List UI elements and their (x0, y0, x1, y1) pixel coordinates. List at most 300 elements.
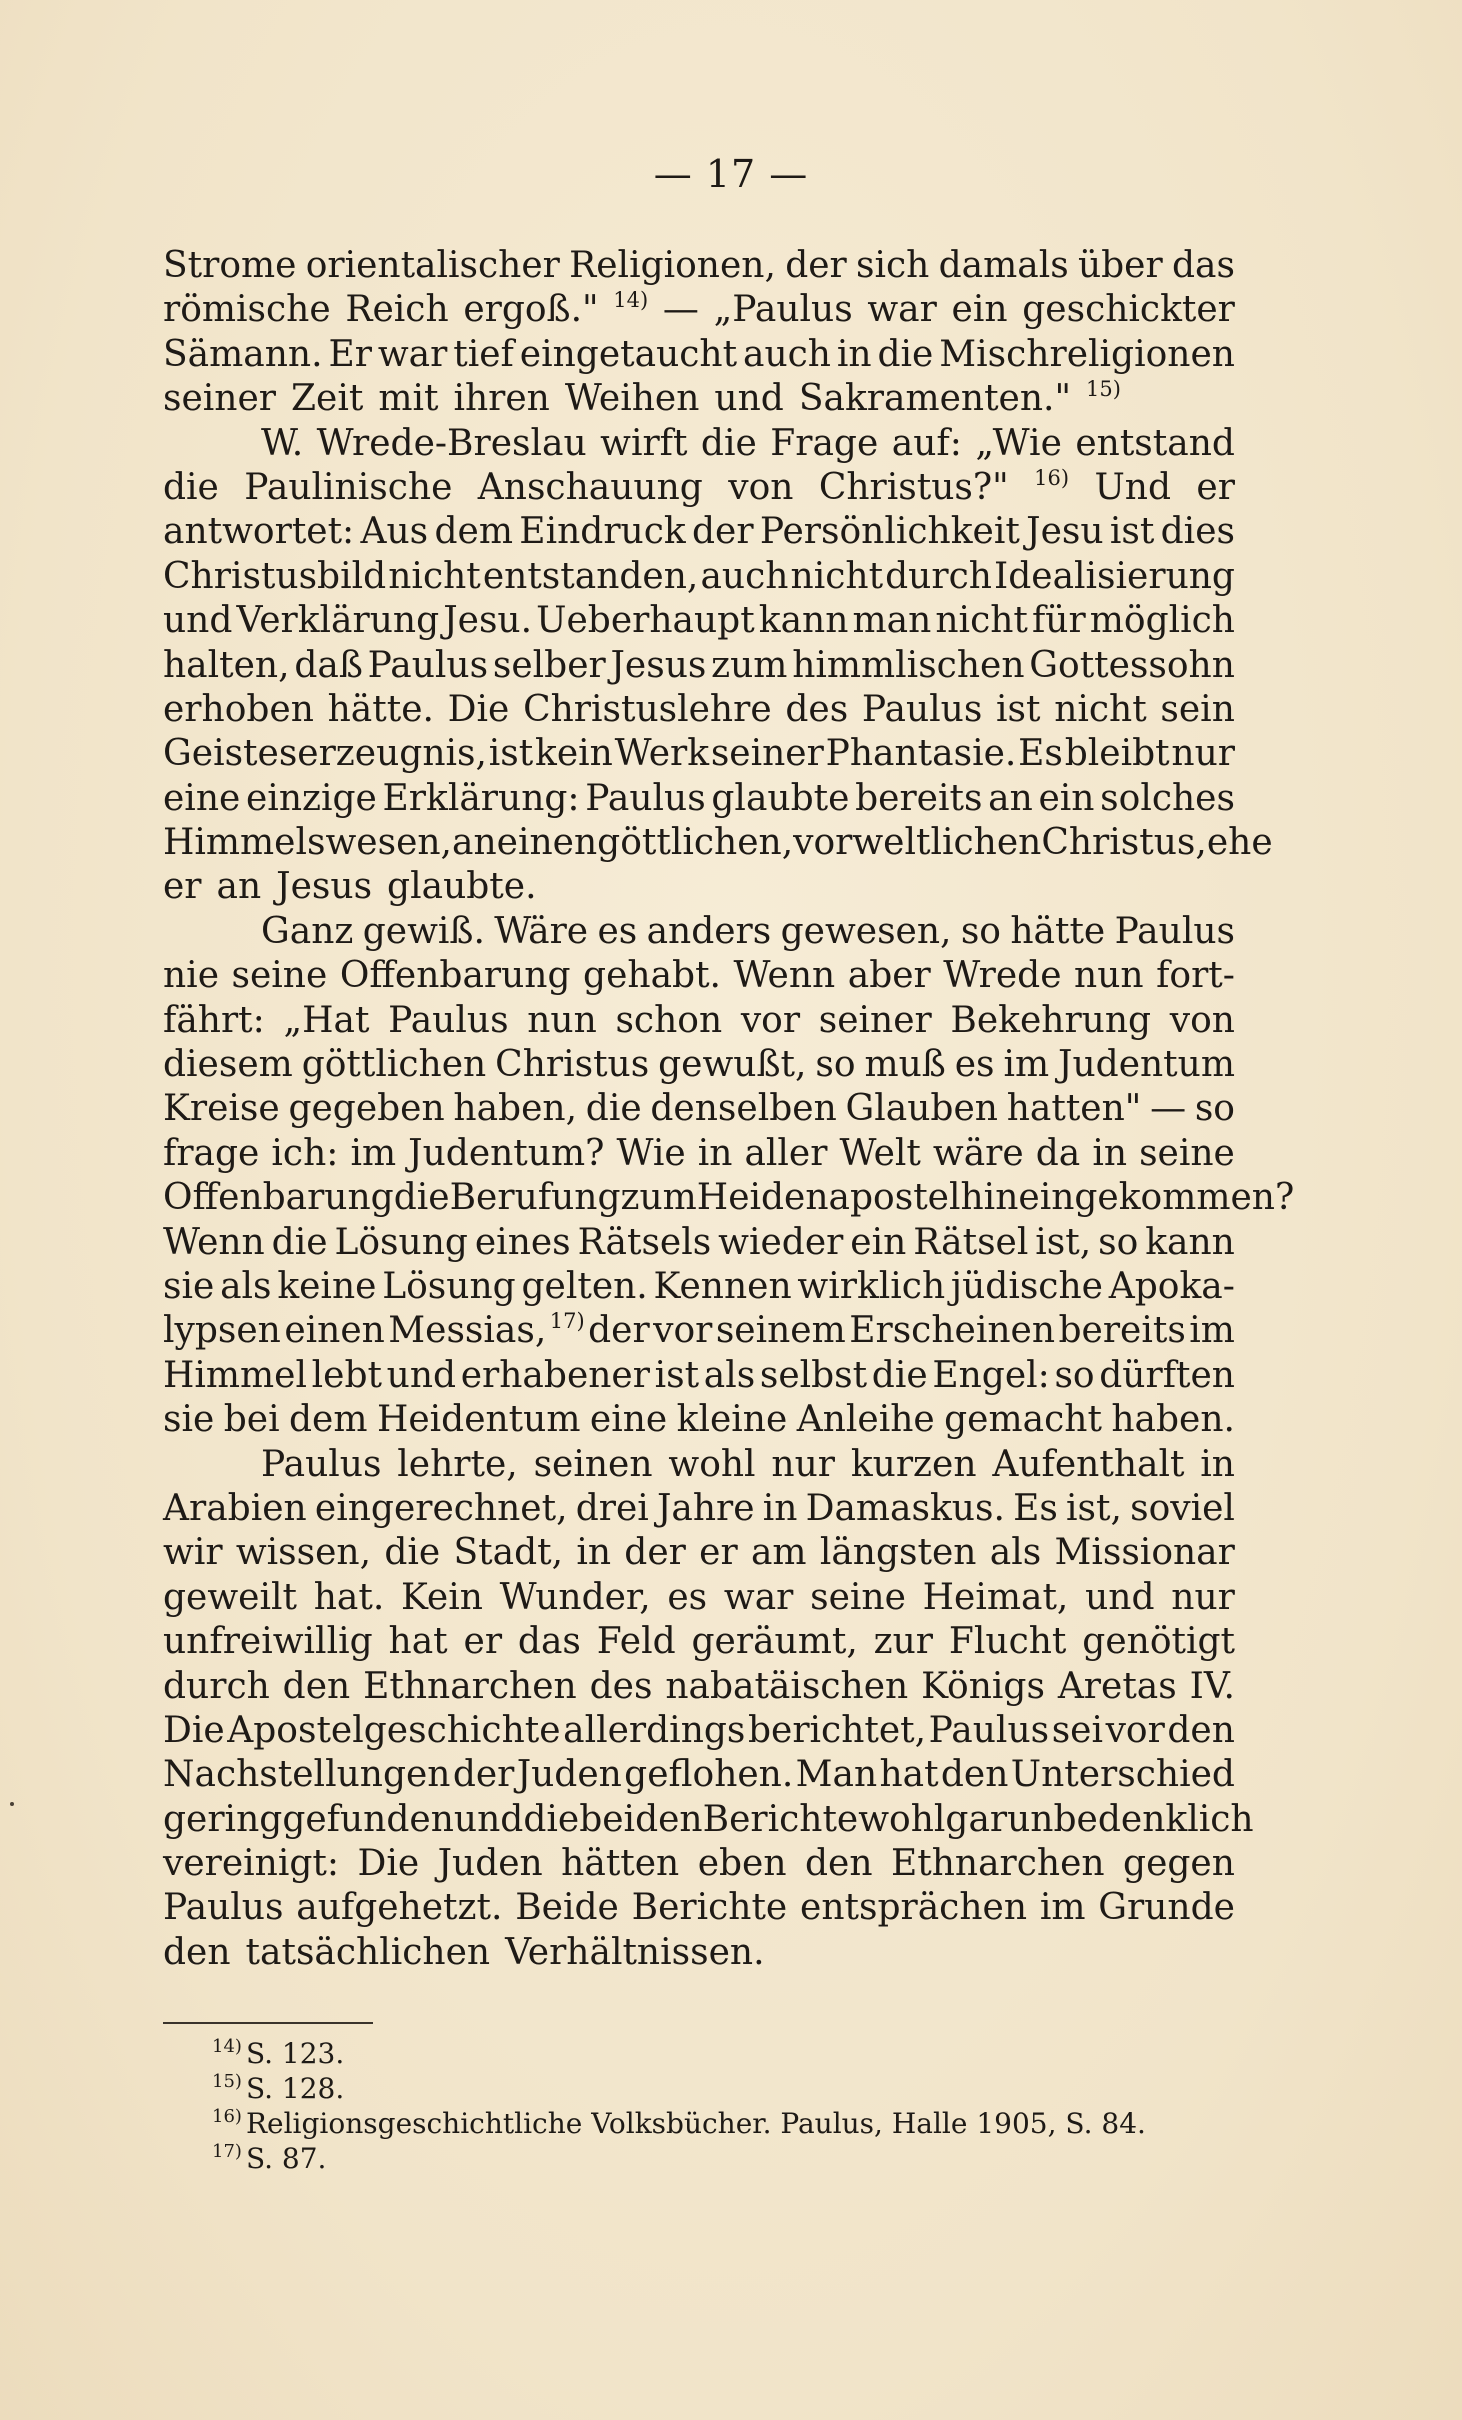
word: sich (856, 245, 930, 286)
word: Verklärung (236, 600, 440, 642)
word: fährt: (163, 999, 265, 1041)
word: die (163, 466, 219, 508)
word: Es (1018, 733, 1063, 775)
word: Paulus (928, 1709, 1050, 1751)
word: in (762, 1487, 798, 1529)
text-line (163, 1265, 1235, 1309)
paper-speck (10, 1802, 14, 1806)
body-text (163, 244, 1295, 1975)
word: möglich (1089, 600, 1235, 642)
word: Messias, (388, 1310, 547, 1352)
text-line (163, 1398, 1235, 1442)
word: als (220, 1265, 272, 1307)
word: schon (615, 999, 723, 1041)
word: eine (589, 1399, 668, 1441)
text-line (163, 910, 1235, 954)
word: das (1171, 245, 1235, 286)
word: 14) (613, 288, 649, 313)
word: Man (795, 1754, 878, 1796)
word: hätte. (327, 688, 434, 730)
word: an (988, 777, 1033, 819)
word: längsten (819, 1532, 977, 1574)
word: Sakramenten." (798, 378, 1072, 420)
word: Die (163, 1709, 225, 1751)
text-line (163, 1487, 1235, 1531)
word: haben. (1111, 1399, 1235, 1441)
footnote-item (212, 2106, 1252, 2141)
word: Glauben (845, 1088, 998, 1130)
word: gewiß. (362, 910, 485, 952)
word: eines (474, 1221, 571, 1263)
word: lehrte, (397, 1443, 518, 1485)
word: Welt (839, 1132, 921, 1174)
word: sei (1051, 1709, 1103, 1751)
word: nun (1074, 955, 1144, 997)
word: seinem (715, 1310, 846, 1352)
word: tatsächlichen (245, 1931, 491, 1973)
word: dies (1160, 511, 1235, 553)
word: Lösung (334, 1221, 468, 1263)
word: da (1035, 1132, 1081, 1174)
word: Judentum? (408, 1132, 605, 1174)
word: — (1150, 1088, 1187, 1130)
word: den (940, 1754, 1009, 1796)
word: Reich (345, 289, 449, 331)
word: wir (163, 1532, 223, 1574)
word: als (703, 1354, 756, 1396)
text-line (163, 1798, 1254, 1842)
word: ist (996, 688, 1041, 730)
word: hineingekommen? (960, 1177, 1295, 1219)
word: gemacht (944, 1399, 1102, 1441)
word: nicht (1054, 688, 1147, 730)
word: Es (1013, 1487, 1058, 1529)
word: einzige (246, 777, 377, 819)
word: hat (879, 1754, 939, 1796)
word: gegen (1123, 1843, 1235, 1885)
word: den (163, 1931, 231, 1973)
word: unbedenklich (1007, 1798, 1254, 1840)
word: in (697, 1132, 733, 1174)
word: Kein (401, 1576, 483, 1618)
word: geflohen. (624, 1754, 794, 1796)
word: geschickter (1022, 289, 1235, 331)
word: eine (163, 777, 241, 819)
word: denselben (650, 1088, 837, 1130)
word: bei (223, 1399, 280, 1441)
word: — (662, 289, 699, 331)
word: war (867, 289, 937, 331)
word: Heidenapostel (696, 1177, 961, 1219)
word: Anleihe (796, 1399, 935, 1441)
text-line (163, 1176, 1295, 1220)
word: des (589, 1665, 653, 1707)
text-line (163, 1354, 1235, 1398)
word: Ethnarchen (890, 1843, 1105, 1885)
word: hätte (1010, 910, 1106, 952)
word: einen (284, 1310, 385, 1352)
word: zum (711, 644, 788, 686)
text-line (163, 377, 1235, 421)
word: Kennen (653, 1265, 792, 1307)
word: gegeben (288, 1088, 445, 1130)
word: seine (231, 955, 328, 997)
word: Paulus (1114, 910, 1235, 952)
word: solches (1100, 777, 1235, 819)
word: nie (163, 955, 220, 997)
word: des (785, 688, 849, 730)
word: Beide (515, 1887, 619, 1929)
word: und (163, 600, 233, 642)
word: ist (488, 733, 534, 775)
word: Anschauung (477, 466, 703, 508)
word: Berichte (702, 1798, 859, 1840)
text-line (163, 865, 1235, 909)
word: ein (850, 1221, 907, 1263)
word: glaubte. (387, 866, 537, 908)
word: frage (163, 1132, 260, 1174)
word: es (667, 1576, 708, 1618)
word: Wunder, (499, 1576, 651, 1618)
word: berichtet, (747, 1709, 927, 1751)
word: Paulus (585, 777, 706, 819)
word: die (523, 1798, 580, 1840)
text-line (163, 1665, 1235, 1709)
word: über (1077, 245, 1163, 286)
word: hatten" (1006, 1088, 1142, 1130)
word: durch (885, 555, 992, 597)
word: Himmel (163, 1354, 307, 1396)
word: seiner (710, 733, 824, 775)
word: Bekehrung (950, 999, 1152, 1041)
word: eben (697, 1843, 787, 1885)
text-line (163, 1531, 1235, 1575)
word: vereinigt: (163, 1843, 340, 1885)
footnote-mark: 15) (212, 2071, 242, 2092)
word: nur (1171, 1576, 1235, 1618)
footnote-text: S. 128. (245, 2072, 345, 2105)
word: wohl (858, 1798, 946, 1840)
text-line (163, 599, 1235, 643)
word: war (723, 1576, 794, 1618)
word: Ganz (261, 910, 354, 952)
word: kein (535, 733, 613, 775)
word: selbst (759, 1354, 868, 1396)
word: antwortet: (163, 511, 355, 553)
word: Frage (770, 422, 879, 464)
word: den (1167, 1709, 1235, 1751)
word: von (728, 466, 794, 508)
word: ist (654, 1354, 700, 1396)
word: ist, (1066, 1487, 1122, 1529)
word: Und (1094, 466, 1172, 508)
word: Wrede-Breslau (316, 422, 587, 464)
word: Stadt, (453, 1532, 564, 1574)
word: im (1003, 1044, 1050, 1086)
word: Berichte (631, 1887, 788, 1929)
word: geräumt, (691, 1621, 858, 1663)
word: jüdische (950, 1265, 1103, 1307)
word: dem (434, 511, 513, 553)
word: Strome (163, 245, 297, 286)
text-line (163, 333, 1235, 377)
word: Die (357, 1843, 420, 1885)
word: die (585, 1088, 642, 1130)
word: Damaskus. (805, 1487, 1005, 1529)
word: 16) (1034, 465, 1070, 490)
word: gar (945, 1798, 1008, 1840)
word: zum (620, 1177, 697, 1219)
word: Apoka- (1108, 1265, 1235, 1307)
word: es (954, 1044, 995, 1086)
text-line (163, 1931, 1235, 1975)
word: aber (847, 955, 931, 997)
word: Ueberhaupt (536, 600, 755, 642)
word: eingerechnet, (314, 1487, 568, 1529)
text-line (163, 1709, 1235, 1753)
word: nicht (790, 555, 884, 597)
word: an (452, 822, 497, 864)
word: mit (378, 378, 439, 420)
word: Grunde (1098, 1887, 1235, 1929)
word: Himmelswesen, (163, 822, 453, 864)
word: Paulus (861, 688, 983, 730)
word: Gottessohn (1029, 644, 1235, 686)
word: Geisteserzeugnis, (163, 733, 487, 775)
word: Zeit (291, 378, 364, 420)
footnote-item (212, 2036, 1252, 2071)
word: nur (1171, 733, 1235, 775)
text-line (163, 1132, 1235, 1176)
word: Erscheinen (849, 1310, 1056, 1352)
footnote-divider (163, 2022, 373, 2024)
word: lypsen (163, 1310, 281, 1352)
word: ergoß." (463, 289, 599, 331)
word: so (815, 1044, 856, 1086)
word: Juden (437, 1843, 543, 1885)
word: beiden (579, 1798, 703, 1840)
footnote-mark: 16) (212, 2106, 242, 2127)
word: wieder (718, 1221, 844, 1263)
word: Erklärung: (382, 777, 580, 819)
word: 17) (549, 1309, 585, 1334)
text-line (163, 1221, 1235, 1265)
word: am (750, 1532, 807, 1574)
word: einen (496, 822, 598, 864)
word: an (216, 866, 262, 908)
word: die (393, 1177, 450, 1219)
word: Jesus (610, 644, 707, 686)
word: der (588, 1310, 650, 1352)
word: die (871, 1354, 928, 1396)
word: Kreise (163, 1088, 280, 1130)
word: gewesen, (780, 910, 952, 952)
word: hätten (561, 1843, 680, 1885)
word: kann (758, 600, 849, 642)
word: Jesus (276, 866, 373, 908)
word: bereits (1058, 1310, 1186, 1352)
word: Wie (616, 1132, 686, 1174)
word: dürften (1099, 1354, 1235, 1396)
word: „Hat (283, 999, 370, 1041)
word: genötigt (1082, 1621, 1235, 1663)
word: Wrede (943, 955, 1062, 997)
word: Missionar (1054, 1532, 1235, 1574)
word: er (699, 1532, 738, 1574)
word: seiner (163, 378, 276, 420)
word: bleibt (1064, 733, 1170, 775)
word: himmlischen (792, 644, 1025, 686)
text-line (163, 288, 1235, 332)
word: Aufenthalt (992, 1443, 1185, 1485)
text-line (163, 1886, 1235, 1930)
word: Königs (921, 1665, 1045, 1707)
word: so (1054, 1354, 1095, 1396)
text-line (163, 510, 1235, 554)
word: Religionen, (569, 245, 776, 286)
word: kann (1145, 1221, 1235, 1263)
word: Christus (495, 1044, 650, 1086)
text-line (163, 821, 1273, 865)
word: drei (575, 1487, 649, 1529)
word: vor (740, 999, 801, 1041)
word: Paulus (261, 1443, 382, 1485)
word: seine (810, 1576, 906, 1618)
word: allerdings (563, 1709, 746, 1751)
text-line (163, 1443, 1235, 1487)
word: muß (864, 1044, 946, 1086)
word: und (1085, 1576, 1155, 1618)
word: Idealisierung (994, 555, 1235, 597)
word: durch (163, 1665, 270, 1707)
word: gewußt, (658, 1044, 807, 1086)
word: vor (1105, 1709, 1165, 1751)
word: Jahre (656, 1487, 755, 1529)
word: keine (277, 1265, 377, 1307)
word: unfreiwillig (163, 1621, 373, 1663)
word: bereits (855, 777, 983, 819)
word: so (1098, 1221, 1139, 1263)
text-line (163, 1309, 1235, 1353)
word: in (836, 333, 872, 375)
word: damals (938, 245, 1069, 286)
word: die (271, 1221, 328, 1263)
word: göttlichen, (597, 822, 794, 864)
word: kleine (676, 1399, 788, 1441)
word: kurzen (850, 1443, 977, 1485)
footnote-item (212, 2071, 1252, 2106)
word: erhabener (460, 1354, 650, 1396)
word: daß (294, 644, 363, 686)
word: gelten. (521, 1265, 648, 1307)
text-line (163, 422, 1235, 466)
word: gehabt. (583, 955, 721, 997)
word: sein (1160, 688, 1235, 730)
word: ihren (453, 378, 550, 420)
word: göttlichen (301, 1044, 487, 1086)
word: Apostelgeschichte (227, 1709, 561, 1751)
word: nabatäischen (665, 1665, 909, 1707)
text-line (163, 1842, 1235, 1886)
word: er (463, 1621, 503, 1663)
word: auch (742, 333, 831, 375)
footnote-text: Religionsgeschichtliche Volksbücher. Paulus, Halle 1905, S. 84. (245, 2107, 1146, 2140)
word: Arabien (163, 1487, 307, 1529)
word: gefunden (282, 1798, 454, 1840)
word: „Wie (975, 422, 1062, 464)
word: wirft (600, 422, 688, 464)
word: Christus?" (818, 466, 1009, 508)
word: Wenn (733, 955, 836, 997)
word: Paulus (163, 1887, 284, 1929)
word: Phantasie. (825, 733, 1017, 775)
word: der (452, 1754, 515, 1796)
text-line (163, 954, 1235, 998)
word: Offenbarung (339, 955, 571, 997)
word: es (597, 910, 638, 952)
word: ist (1109, 511, 1155, 553)
word: ein (1038, 777, 1095, 819)
text-line (163, 777, 1235, 821)
word: eingetaucht (519, 333, 738, 375)
word: soviel (1130, 1487, 1235, 1529)
word: hat (388, 1621, 448, 1663)
word: die (700, 422, 757, 464)
text-line (163, 732, 1235, 776)
footnote-item (212, 2141, 1252, 2176)
word: entsprächen (800, 1887, 1028, 1929)
word: der (624, 1532, 686, 1574)
word: Paulinische (244, 466, 453, 508)
word: hat. (313, 1576, 385, 1618)
word: Flucht (948, 1621, 1067, 1663)
word: diesem (163, 1044, 293, 1086)
word: seiner (818, 999, 932, 1041)
word: für (1031, 600, 1086, 642)
text-line (163, 688, 1235, 732)
word: man (852, 600, 932, 642)
word: tief (453, 333, 514, 375)
word: selber (492, 644, 606, 686)
word: ehe (1206, 822, 1273, 864)
word: im (350, 1132, 397, 1174)
word: in (1092, 1132, 1128, 1174)
word: Paulus (388, 999, 509, 1041)
word: Die (447, 688, 510, 730)
word: seinen (533, 1443, 653, 1485)
word: Weihen (564, 378, 700, 420)
word: nicht (935, 600, 1028, 642)
word: war (377, 333, 448, 375)
word: vor (653, 1310, 713, 1352)
word: Wäre (494, 910, 589, 952)
word: nun (527, 999, 597, 1041)
word: den (282, 1665, 351, 1707)
word: Lösung (382, 1265, 516, 1307)
word: Paulus (367, 644, 489, 686)
word: Christuslehre (523, 688, 772, 730)
word: wäre (932, 1132, 1024, 1174)
word: W. (261, 422, 304, 464)
word: in (1200, 1443, 1235, 1485)
footnote-text: S. 87. (245, 2142, 327, 2175)
footnote-mark: 17) (212, 2141, 242, 2162)
word: Sämann. (163, 333, 323, 375)
text-line (163, 466, 1235, 510)
word: zur (873, 1621, 934, 1663)
footnote-text: S. 123. (245, 2037, 345, 2070)
word: aller (744, 1132, 828, 1174)
